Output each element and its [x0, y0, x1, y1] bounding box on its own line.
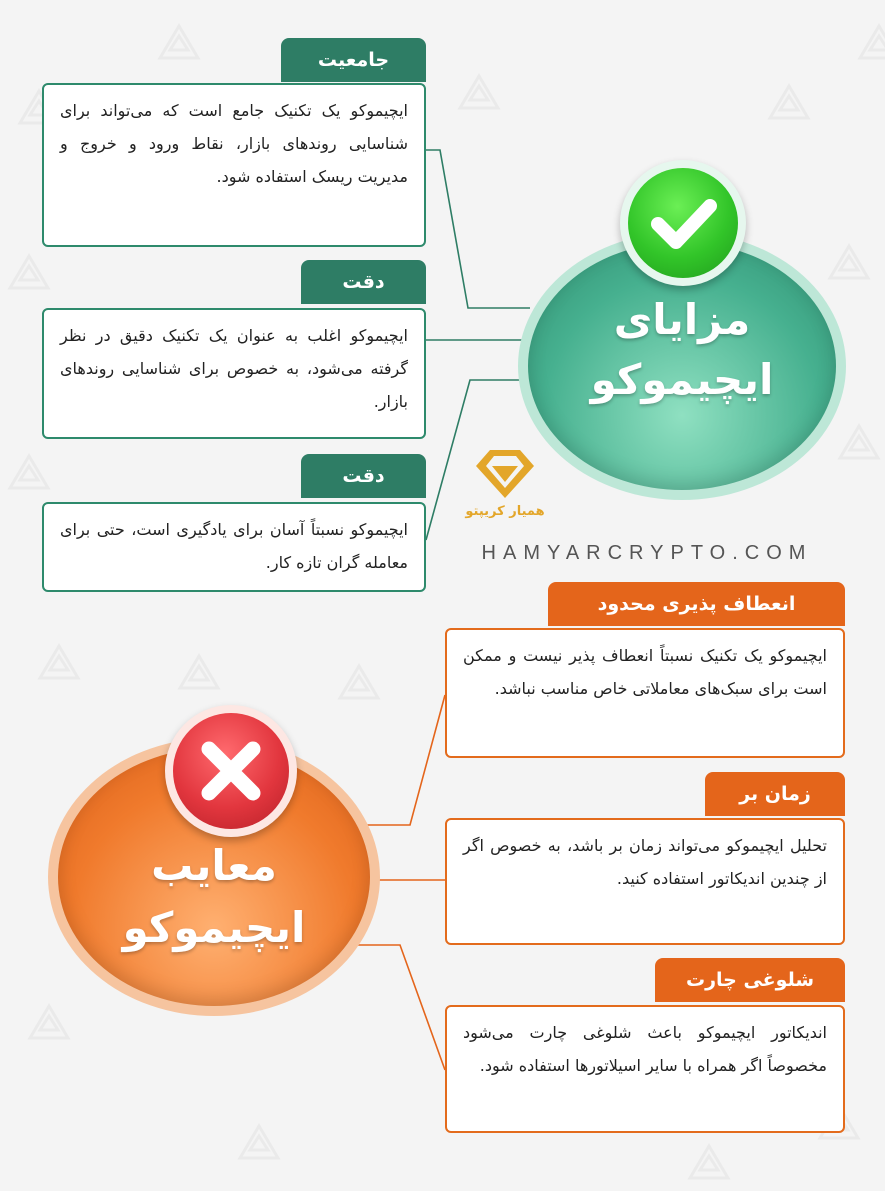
pros-item-1-heading: جامعیت: [281, 38, 426, 82]
connector-line-cons-3: [345, 945, 445, 1070]
pros-item-3-heading: دقت: [301, 454, 426, 498]
cons-title-line2: ایچیموکو: [122, 903, 306, 952]
connector-line-cons-1: [355, 695, 445, 825]
brand-name: همیار کریپتو: [465, 504, 545, 519]
cons-title-line1: معایب: [151, 841, 277, 890]
cons-item-3-text: اندیکاتور ایچیموکو باعث شلوغی چارت می‌شود مخصوصاً اگر همراه با سایر اسیلاتورها استفاده شود.: [445, 1005, 845, 1133]
pros-item-2-heading: دقت: [301, 260, 426, 304]
cross-badge-inner: [173, 713, 289, 829]
pros-title-line2: ایچیموکو: [590, 355, 774, 404]
pros-item-1-text: ایچیموکو یک تکنیک جامع است که می‌تواند برای شناسایی روندهای بازار، نقاط ورود و خروج و مدیریت ریسک استفاده شود.: [42, 83, 426, 247]
connector-line-pros-1: [426, 150, 530, 308]
pros-item-3-text: ایچیموکو نسبتاً آسان برای یادگیری است، حتی برای معامله گران تازه کار.: [42, 502, 426, 592]
pros-item-2-text: ایچیموکو اغلب به عنوان یک تکنیک دقیق در نظر گرفته می‌شود، به خصوص برای شناسایی روندهای بازار.: [42, 308, 426, 439]
cross-mark-icon: [173, 713, 289, 829]
check-badge-inner: [628, 168, 738, 278]
cons-item-3-heading: شلوغی چارت: [655, 958, 845, 1002]
check-mark-icon: [628, 168, 738, 278]
cons-item-2-heading: زمان بر: [705, 772, 845, 816]
cons-item-1-text: ایچیموکو یک تکنیک نسبتاً انعطاف پذیر نیست و ممکن است برای سبک‌های معاملاتی خاص مناسب نباشد.: [445, 628, 845, 758]
cons-item-2-text: تحلیل ایچیموکو می‌تواند زمان بر باشد، به خصوص اگر از چندین اندیکاتور استفاده کنید.: [445, 818, 845, 945]
brand-site: HAMYARCRYPTO.COM: [481, 542, 813, 564]
diamond-logo-icon: [472, 446, 538, 502]
pros-title-line1: مزایای: [613, 295, 751, 344]
cons-item-1-heading: انعطاف پذیری محدود: [548, 582, 845, 626]
